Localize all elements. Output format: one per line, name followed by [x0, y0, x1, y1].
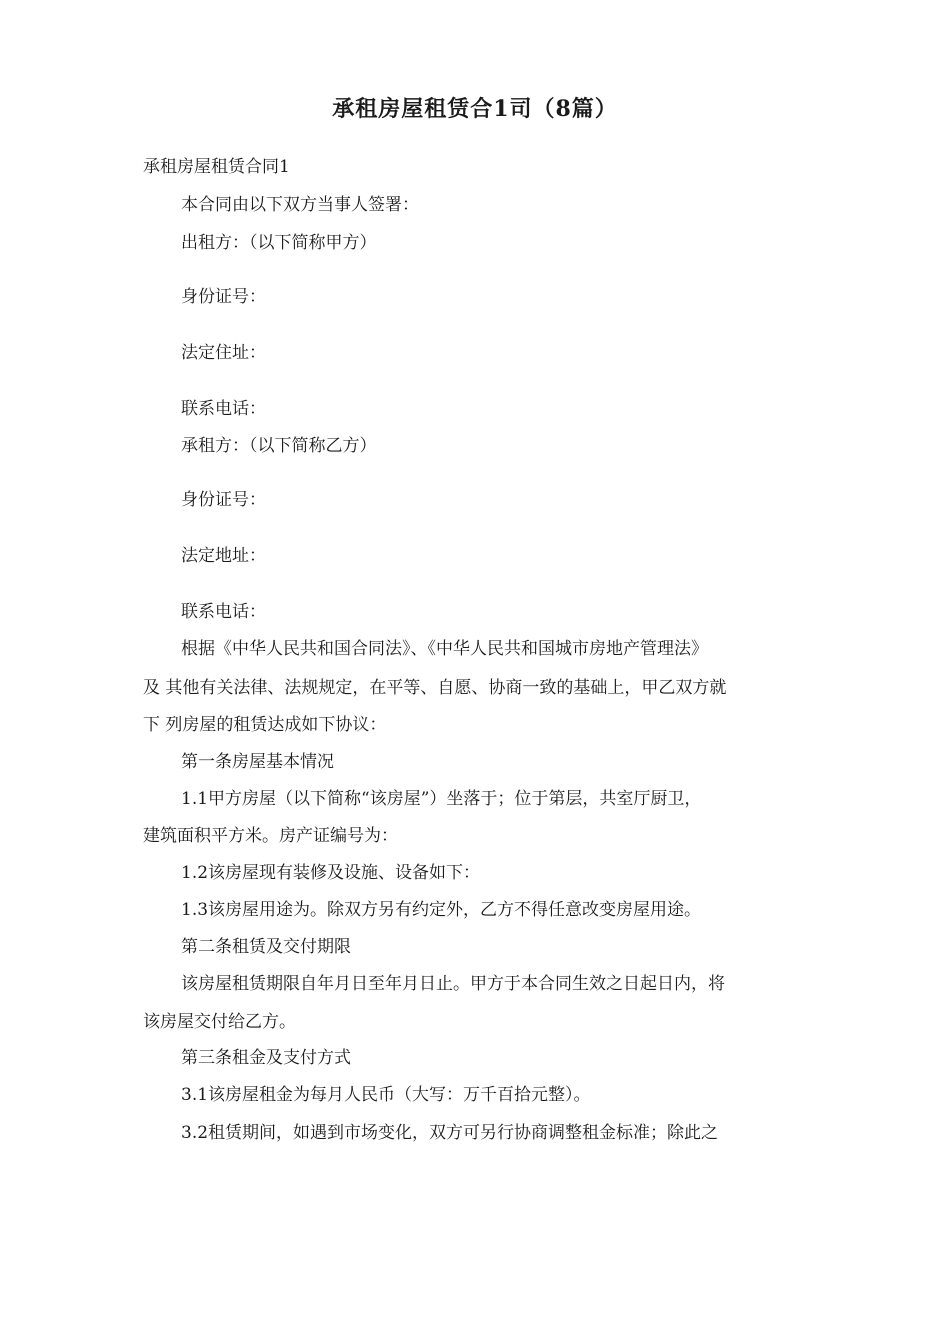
article-1-heading: 第一条房屋基本情况	[181, 752, 334, 772]
document-title: 承租房屋租赁合1司（8篇）	[332, 96, 618, 122]
paragraph-lessor-phone: 联系电话：	[181, 399, 266, 419]
clause-3-1: 3.1该房屋租金为每月人民币（大写：万千百拾元整）。	[181, 1085, 591, 1105]
contract-subtitle: 承租房屋租赁合同1	[143, 157, 290, 177]
paragraph-lessor: 出租方：（以下简称甲方）	[181, 233, 377, 253]
paragraph-intro: 本合同由以下双方当事人签署：	[181, 195, 419, 215]
clause-1-3: 1.3该房屋用途为。除双方另有约定外，乙方不得任意改变房屋用途。	[181, 900, 702, 920]
paragraph-lessor-address: 法定住址：	[181, 343, 266, 363]
clause-1-1-line: 1.1甲方房屋（以下简称“该房屋”）坐落于；位于第层，共室厅厨卫，	[181, 789, 702, 809]
paragraph-lessee-address: 法定地址：	[181, 546, 266, 566]
clause-3-2: 3.2租赁期间，如遇到市场变化，双方可另行协商调整租金标准；除此之	[181, 1123, 719, 1143]
paragraph-lessor-id: 身份证号：	[181, 287, 266, 307]
law-paragraph-line: 根据《中华人民共和国合同法》、《中华人民共和国城市房地产管理法》	[181, 639, 708, 659]
clause-1-2: 1.2该房屋现有装修及设施、设备如下：	[181, 863, 481, 883]
law-paragraph-line: 下 列房屋的租赁达成如下协议：	[143, 715, 387, 735]
law-paragraph-line: 及 其他有关法律、法规规定，在平等、自愿、协商一致的基础上，甲乙双方就	[143, 678, 727, 698]
article-2-line: 该房屋交付给乙方。	[143, 1012, 296, 1032]
paragraph-lessee-phone: 联系电话：	[181, 602, 266, 622]
article-3-heading: 第三条租金及支付方式	[181, 1048, 351, 1068]
paragraph-lessee: 承租方：（以下简称乙方）	[181, 436, 377, 456]
article-2-line: 该房屋租赁期限自年月日至年月日止。甲方于本合同生效之日起日内，将	[181, 974, 725, 994]
clause-1-1-line: 建筑面积平方米。房产证编号为：	[143, 826, 398, 846]
article-2-heading: 第二条租赁及交付期限	[181, 937, 351, 957]
paragraph-lessee-id: 身份证号：	[181, 490, 266, 510]
